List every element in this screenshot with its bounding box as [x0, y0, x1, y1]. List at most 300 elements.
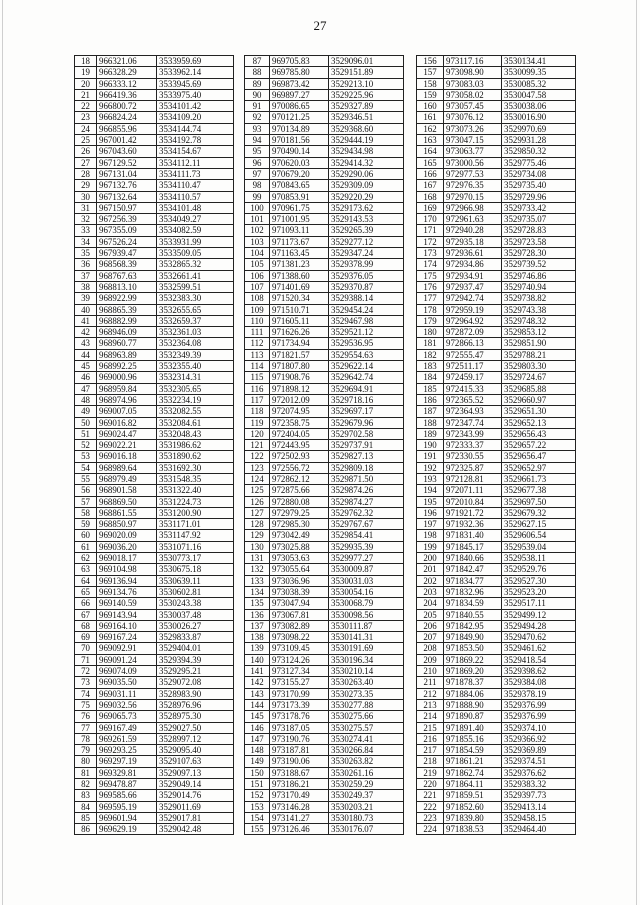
- point-number: 197: [417, 519, 444, 530]
- x-coordinate: 968992.25: [97, 361, 157, 372]
- point-number: 178: [417, 304, 444, 315]
- table-row: [75, 394, 234, 405]
- coordinate-tables: [0, 55, 640, 851]
- y-coordinate: 3533962.14: [157, 67, 234, 78]
- point-number: 169: [417, 202, 444, 213]
- y-coordinate: 3531986.62: [157, 440, 234, 451]
- table-row: [417, 304, 576, 315]
- table-row: [245, 406, 404, 417]
- point-number: 192: [417, 462, 444, 473]
- x-coordinate: 972866.13: [444, 338, 502, 349]
- y-coordinate: 3529376.99: [502, 699, 576, 710]
- y-coordinate: 3529871.50: [329, 473, 404, 484]
- point-number: 144: [245, 699, 270, 710]
- x-coordinate: 966419.36: [97, 89, 157, 100]
- point-number: 216: [417, 733, 444, 744]
- table-row: [245, 564, 404, 575]
- point-number: 105: [245, 259, 270, 270]
- point-number: 195: [417, 496, 444, 507]
- x-coordinate: 971878.37: [444, 677, 502, 688]
- table-row: [75, 338, 234, 349]
- x-coordinate: 969104.98: [97, 564, 157, 575]
- table-row: [75, 225, 234, 236]
- table-row: [245, 632, 404, 643]
- x-coordinate: 969036.20: [97, 541, 157, 552]
- x-coordinate: 971932.36: [444, 519, 502, 530]
- x-coordinate: 973155.27: [270, 677, 329, 688]
- y-coordinate: 3530259.29: [329, 779, 404, 790]
- table-row: [417, 620, 576, 631]
- point-number: 170: [417, 214, 444, 225]
- y-coordinate: 3529151.89: [329, 67, 404, 78]
- table-row: [417, 609, 576, 620]
- point-number: 98: [245, 180, 270, 191]
- table-row: [417, 756, 576, 767]
- point-number: 62: [75, 553, 97, 564]
- point-number: 224: [417, 824, 444, 835]
- table-row: [75, 609, 234, 620]
- table-row: [75, 812, 234, 823]
- x-coordinate: 971869.22: [444, 654, 502, 665]
- point-number: 220: [417, 779, 444, 790]
- point-number: 163: [417, 135, 444, 146]
- point-number: 84: [75, 801, 97, 812]
- point-number: 204: [417, 598, 444, 609]
- table-row: [417, 767, 576, 778]
- table-row: [245, 643, 404, 654]
- y-coordinate: 3529853.12: [502, 327, 576, 338]
- table-row: [417, 112, 576, 123]
- y-coordinate: 3529383.32: [502, 779, 576, 790]
- table-row: [245, 586, 404, 597]
- y-coordinate: 3530196.34: [329, 654, 404, 665]
- x-coordinate: 971840.55: [444, 609, 502, 620]
- point-number: 19: [75, 67, 97, 78]
- x-coordinate: 972511.17: [444, 361, 502, 372]
- point-number: 137: [245, 620, 270, 631]
- table-row: [417, 790, 576, 801]
- y-coordinate: 3533959.69: [157, 56, 234, 67]
- y-coordinate: 3529788.21: [502, 349, 576, 360]
- y-coordinate: 3529970.69: [502, 123, 576, 134]
- x-coordinate: 972964.92: [444, 315, 502, 326]
- point-number: 143: [245, 688, 270, 699]
- table-row: [75, 383, 234, 394]
- table-row: [75, 361, 234, 372]
- y-coordinate: 3529072.08: [157, 677, 234, 688]
- point-number: 212: [417, 688, 444, 699]
- point-number: 109: [245, 304, 270, 315]
- table-row: [75, 485, 234, 496]
- table-row: [417, 530, 576, 541]
- x-coordinate: 973042.49: [270, 530, 329, 541]
- x-coordinate: 971845.17: [444, 541, 502, 552]
- y-coordinate: 3532599.51: [157, 281, 234, 292]
- y-coordinate: 3529767.67: [329, 519, 404, 530]
- point-number: 56: [75, 485, 97, 496]
- x-coordinate: 968865.39: [97, 304, 157, 315]
- table-row: [245, 711, 404, 722]
- y-coordinate: 3529734.08: [502, 168, 576, 179]
- x-coordinate: 973109.45: [270, 643, 329, 654]
- y-coordinate: 3529728.83: [502, 225, 576, 236]
- x-coordinate: 969024.47: [97, 428, 157, 439]
- x-coordinate: 973186.21: [270, 779, 329, 790]
- x-coordinate: 967150.97: [97, 202, 157, 213]
- point-number: 48: [75, 394, 97, 405]
- point-number: 124: [245, 473, 270, 484]
- y-coordinate: 3529418.54: [502, 654, 576, 665]
- x-coordinate: 972365.52: [444, 394, 502, 405]
- point-number: 24: [75, 123, 97, 134]
- x-coordinate: 969065.73: [97, 711, 157, 722]
- table-row: [417, 519, 576, 530]
- y-coordinate: 3529748.32: [502, 315, 576, 326]
- x-coordinate: 972012.09: [270, 394, 329, 405]
- y-coordinate: 3530026.27: [157, 620, 234, 631]
- table-row: [75, 202, 234, 213]
- x-coordinate: 966855.96: [97, 123, 157, 134]
- y-coordinate: 3530016.90: [502, 112, 576, 123]
- point-number: 110: [245, 315, 270, 326]
- x-coordinate: 973038.39: [270, 586, 329, 597]
- point-number: 42: [75, 327, 97, 338]
- x-coordinate: 971831.40: [444, 530, 502, 541]
- table-row: [417, 586, 576, 597]
- x-coordinate: 969007.05: [97, 406, 157, 417]
- y-coordinate: 3529529.76: [502, 564, 576, 575]
- y-coordinate: 3529017.81: [157, 812, 234, 823]
- table-row: [75, 349, 234, 360]
- table-row: [245, 473, 404, 484]
- y-coordinate: 3529851.90: [502, 338, 576, 349]
- x-coordinate: 972074.95: [270, 406, 329, 417]
- point-number: 89: [245, 78, 270, 89]
- x-coordinate: 968813.10: [97, 281, 157, 292]
- x-coordinate: 970490.14: [270, 146, 329, 157]
- y-coordinate: 3530274.41: [329, 733, 404, 744]
- x-coordinate: 968960.77: [97, 338, 157, 349]
- table-row: [417, 440, 576, 451]
- x-coordinate: 970134.89: [270, 123, 329, 134]
- x-coordinate: 971388.60: [270, 270, 329, 281]
- point-number: 75: [75, 699, 97, 710]
- y-coordinate: 3530191.69: [329, 643, 404, 654]
- point-number: 156: [417, 56, 444, 67]
- table-row: [75, 327, 234, 338]
- y-coordinate: 3530098.56: [329, 609, 404, 620]
- coordinate-table-3: [416, 55, 576, 835]
- x-coordinate: 971838.53: [444, 824, 502, 835]
- x-coordinate: 969167.24: [97, 632, 157, 643]
- table-row: [245, 67, 404, 78]
- x-coordinate: 973025.88: [270, 541, 329, 552]
- table-row: [245, 654, 404, 665]
- table-row: [417, 722, 576, 733]
- point-number: 90: [245, 89, 270, 100]
- y-coordinate: 3529622.14: [329, 361, 404, 372]
- table-row: [75, 745, 234, 756]
- y-coordinate: 3529627.15: [502, 519, 576, 530]
- point-number: 179: [417, 315, 444, 326]
- point-number: 103: [245, 236, 270, 247]
- point-number: 99: [245, 191, 270, 202]
- table-row: [245, 123, 404, 134]
- table-row: [417, 180, 576, 191]
- point-number: 119: [245, 417, 270, 428]
- point-number: 161: [417, 112, 444, 123]
- point-number: 37: [75, 270, 97, 281]
- table-row: [245, 553, 404, 564]
- y-coordinate: 3530037.48: [157, 609, 234, 620]
- y-coordinate: 3530773.17: [157, 553, 234, 564]
- x-coordinate: 972404.05: [270, 428, 329, 439]
- x-coordinate: 972502.93: [270, 451, 329, 462]
- point-number: 167: [417, 180, 444, 191]
- y-coordinate: 3534109.20: [157, 112, 234, 123]
- point-number: 95: [245, 146, 270, 157]
- point-number: 151: [245, 779, 270, 790]
- point-number: 158: [417, 78, 444, 89]
- point-number: 115: [245, 372, 270, 383]
- y-coordinate: 3534110.47: [157, 180, 234, 191]
- y-coordinate: 3529728.30: [502, 248, 576, 259]
- x-coordinate: 972979.25: [270, 507, 329, 518]
- point-number: 72: [75, 666, 97, 677]
- y-coordinate: 3530099.35: [502, 67, 576, 78]
- point-number: 211: [417, 677, 444, 688]
- table-row: [75, 654, 234, 665]
- table-row: [417, 553, 576, 564]
- table-row: [75, 101, 234, 112]
- point-number: 76: [75, 711, 97, 722]
- table-row: [417, 801, 576, 812]
- point-number: 64: [75, 575, 97, 586]
- point-number: 221: [417, 790, 444, 801]
- table-row: [75, 530, 234, 541]
- y-coordinate: 3529718.16: [329, 394, 404, 405]
- table-row: [75, 553, 234, 564]
- y-coordinate: 3532234.19: [157, 394, 234, 405]
- x-coordinate: 971839.80: [444, 812, 502, 823]
- y-coordinate: 3533945.69: [157, 78, 234, 89]
- y-coordinate: 3529097.13: [157, 767, 234, 778]
- x-coordinate: 973082.89: [270, 620, 329, 631]
- x-coordinate: 971832.96: [444, 586, 502, 597]
- x-coordinate: 972347.74: [444, 417, 502, 428]
- x-coordinate: 973170.49: [270, 790, 329, 801]
- x-coordinate: 973058.02: [444, 89, 502, 100]
- x-coordinate: 972942.74: [444, 293, 502, 304]
- y-coordinate: 3529049.14: [157, 779, 234, 790]
- x-coordinate: 972071.11: [444, 485, 502, 496]
- x-coordinate: 971510.71: [270, 304, 329, 315]
- table-row: [75, 157, 234, 168]
- y-coordinate: 3529404.01: [157, 643, 234, 654]
- table-row: [75, 146, 234, 157]
- table-row: [245, 248, 404, 259]
- x-coordinate: 972010.84: [444, 496, 502, 507]
- y-coordinate: 3529527.30: [502, 575, 576, 586]
- point-number: 117: [245, 394, 270, 405]
- point-number: 130: [245, 541, 270, 552]
- x-coordinate: 972415.33: [444, 383, 502, 394]
- y-coordinate: 3530180.73: [329, 812, 404, 823]
- table-row: [75, 451, 234, 462]
- x-coordinate: 969091.24: [97, 654, 157, 665]
- table-row: [75, 406, 234, 417]
- y-coordinate: 3532048.43: [157, 428, 234, 439]
- x-coordinate: 971834.59: [444, 598, 502, 609]
- point-number: 196: [417, 507, 444, 518]
- point-number: 74: [75, 688, 97, 699]
- point-number: 27: [75, 157, 97, 168]
- point-number: 46: [75, 372, 97, 383]
- x-coordinate: 972872.09: [444, 327, 502, 338]
- point-number: 166: [417, 168, 444, 179]
- table-row: [75, 711, 234, 722]
- table-row: [75, 722, 234, 733]
- table-row: [75, 801, 234, 812]
- x-coordinate: 973190.06: [270, 756, 329, 767]
- x-coordinate: 968869.50: [97, 496, 157, 507]
- table-row: [417, 507, 576, 518]
- table-row: [245, 89, 404, 100]
- table-row: [245, 394, 404, 405]
- x-coordinate: 973055.64: [270, 564, 329, 575]
- y-coordinate: 3529729.96: [502, 191, 576, 202]
- point-number: 81: [75, 767, 97, 778]
- point-number: 145: [245, 711, 270, 722]
- table-row: [75, 135, 234, 146]
- x-coordinate: 969092.91: [97, 643, 157, 654]
- table-row: [417, 78, 576, 89]
- y-coordinate: 3532383.30: [157, 293, 234, 304]
- x-coordinate: 973047.94: [270, 598, 329, 609]
- table-row: [245, 270, 404, 281]
- y-coordinate: 3532865.32: [157, 259, 234, 270]
- point-number: 131: [245, 553, 270, 564]
- y-coordinate: 3531548.35: [157, 473, 234, 484]
- table-row: [417, 824, 576, 835]
- point-number: 140: [245, 654, 270, 665]
- table-row: [245, 541, 404, 552]
- table-row: [417, 745, 576, 756]
- x-coordinate: 969873.42: [270, 78, 329, 89]
- point-number: 18: [75, 56, 97, 67]
- y-coordinate: 3529827.13: [329, 451, 404, 462]
- x-coordinate: 971891.40: [444, 722, 502, 733]
- y-coordinate: 3529743.38: [502, 304, 576, 315]
- point-number: 67: [75, 609, 97, 620]
- y-coordinate: 3531890.62: [157, 451, 234, 462]
- x-coordinate: 969074.09: [97, 666, 157, 677]
- x-coordinate: 969134.76: [97, 586, 157, 597]
- table-row: [245, 756, 404, 767]
- x-coordinate: 973083.03: [444, 78, 502, 89]
- table-row: [417, 372, 576, 383]
- table-row: [417, 101, 576, 112]
- x-coordinate: 966800.72: [97, 101, 157, 112]
- table-row: [75, 440, 234, 451]
- point-number: 139: [245, 643, 270, 654]
- x-coordinate: 973127.34: [270, 666, 329, 677]
- table-row: [417, 666, 576, 677]
- table-row: [245, 225, 404, 236]
- point-number: 120: [245, 428, 270, 439]
- table-row: [75, 123, 234, 134]
- point-number: 58: [75, 507, 97, 518]
- x-coordinate: 971381.23: [270, 259, 329, 270]
- point-number: 107: [245, 281, 270, 292]
- point-number: 128: [245, 519, 270, 530]
- x-coordinate: 971163.45: [270, 248, 329, 259]
- point-number: 173: [417, 248, 444, 259]
- y-coordinate: 3531224.73: [157, 496, 234, 507]
- table-row: [75, 824, 234, 835]
- x-coordinate: 968922.99: [97, 293, 157, 304]
- y-coordinate: 3530031.03: [329, 575, 404, 586]
- table-row: [75, 417, 234, 428]
- point-number: 52: [75, 440, 97, 451]
- point-number: 116: [245, 383, 270, 394]
- point-number: 203: [417, 586, 444, 597]
- point-number: 93: [245, 123, 270, 134]
- x-coordinate: 971853.50: [444, 643, 502, 654]
- table-row: [75, 56, 234, 67]
- table-row: [417, 462, 576, 473]
- y-coordinate: 3529656.43: [502, 428, 576, 439]
- point-number: 207: [417, 632, 444, 643]
- table-row: [417, 67, 576, 78]
- point-number: 185: [417, 383, 444, 394]
- table-row: [245, 293, 404, 304]
- table-row: [75, 315, 234, 326]
- y-coordinate: 3529521.12: [329, 327, 404, 338]
- x-coordinate: 969585.66: [97, 790, 157, 801]
- point-number: 165: [417, 157, 444, 168]
- table-row: [245, 383, 404, 394]
- y-coordinate: 3530203.21: [329, 801, 404, 812]
- y-coordinate: 3530009.87: [329, 564, 404, 575]
- y-coordinate: 3529376.05: [329, 270, 404, 281]
- x-coordinate: 971520.34: [270, 293, 329, 304]
- y-coordinate: 3532084.61: [157, 417, 234, 428]
- y-coordinate: 3531200.90: [157, 507, 234, 518]
- point-number: 191: [417, 451, 444, 462]
- table-row: [245, 191, 404, 202]
- y-coordinate: 3529467.98: [329, 315, 404, 326]
- y-coordinate: 3529850.32: [502, 146, 576, 157]
- y-coordinate: 3530085.32: [502, 78, 576, 89]
- table-row: [417, 733, 576, 744]
- table-row: [245, 677, 404, 688]
- table-row: [75, 507, 234, 518]
- point-number: 157: [417, 67, 444, 78]
- y-coordinate: 3528976.96: [157, 699, 234, 710]
- x-coordinate: 973000.56: [444, 157, 502, 168]
- point-number: 183: [417, 361, 444, 372]
- table-row: [75, 214, 234, 225]
- point-number: 30: [75, 191, 97, 202]
- y-coordinate: 3532364.08: [157, 338, 234, 349]
- y-coordinate: 3534110.57: [157, 191, 234, 202]
- table-row: [245, 428, 404, 439]
- table-row: [417, 157, 576, 168]
- x-coordinate: 969167.49: [97, 722, 157, 733]
- x-coordinate: 969000.96: [97, 372, 157, 383]
- y-coordinate: 3529554.63: [329, 349, 404, 360]
